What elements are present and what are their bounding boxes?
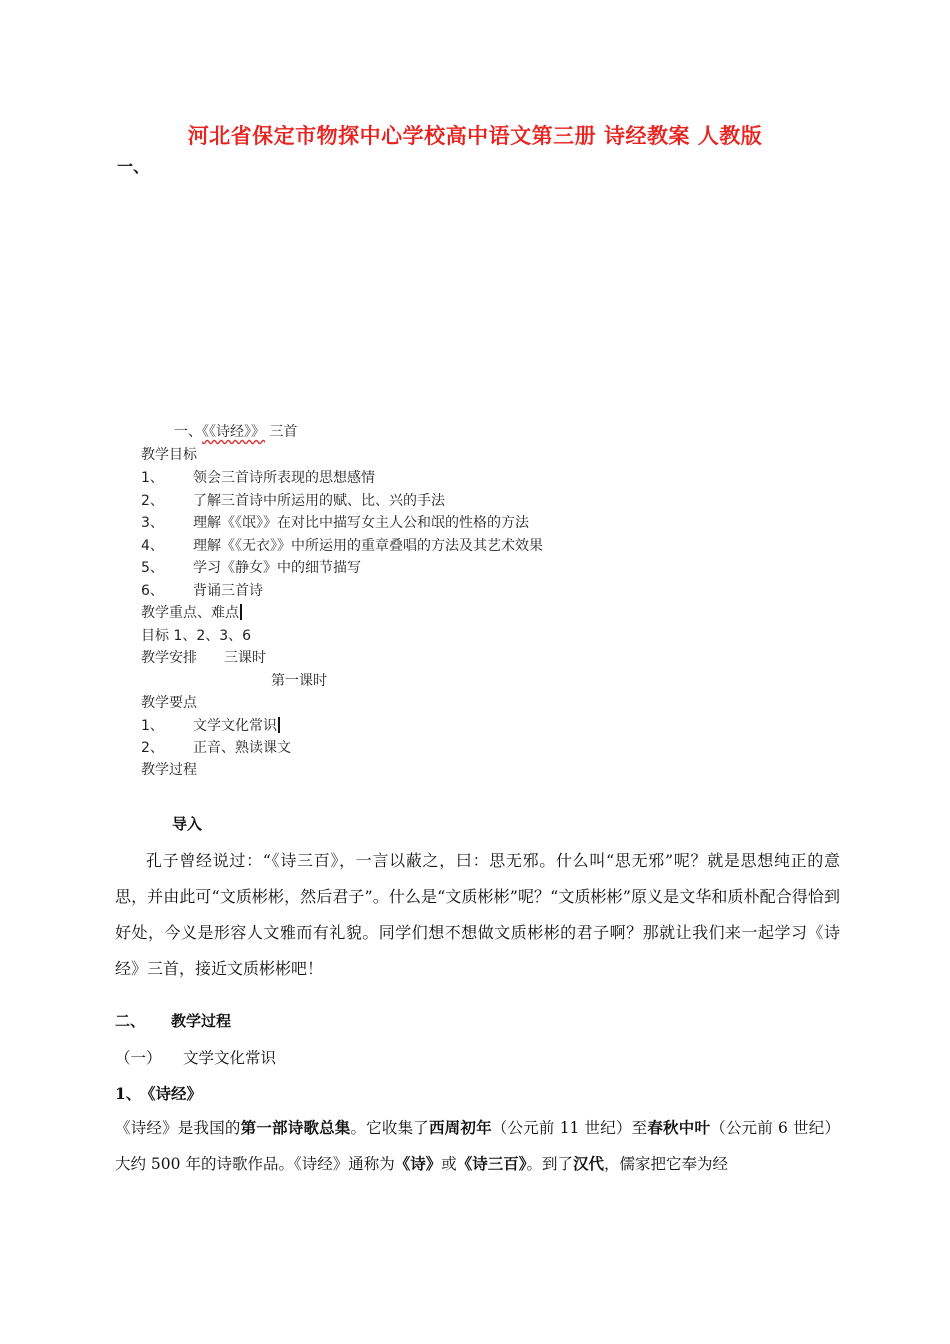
shijing-b4: 《诗》 — [394, 1154, 442, 1173]
shijing-s5: 或 — [441, 1155, 457, 1173]
shijing-s7: ，儒家把它奉为经 — [604, 1155, 729, 1173]
section-one-marker: 一、 — [117, 157, 150, 176]
item-one-label: 《诗经》 — [140, 1084, 203, 1103]
shijing-s3: （公元前 11 世纪）至 — [491, 1119, 648, 1137]
subsection-num: （一） — [115, 1049, 162, 1067]
shijing-b5: 《诗三百》 — [456, 1154, 527, 1173]
shijing-s1: 《诗经》是我国的 — [115, 1119, 241, 1137]
text-caret — [278, 717, 280, 733]
goals-label: 教学目标 — [141, 447, 197, 463]
points-label: 教学要点 — [141, 695, 197, 711]
intro-paragraph: 孔子曾经说过：“《诗三百》，一言以蔽之，曰：思无邪。什么叫“思无邪”呢？就是思想纯正的意思，并由此可“文质彬彬，然后君子”。什么是“文质彬彬”呢？“文质彬彬”原义是文华和质朴配合得恰到好处，今义是形容人文雅而有礼貌。同学们想不想做文质彬彬的君子啊？那就让我们来一起学习《诗经》三首，接近文质彬彬吧！ — [115, 851, 840, 978]
outline-heading-suffix: 三首 — [265, 424, 298, 440]
schedule-value: 三课时 — [224, 650, 266, 666]
point-num-1: 1、 — [141, 718, 164, 734]
shijing-s6: 。到了 — [526, 1155, 574, 1173]
section-two-num: 二、 — [115, 1012, 146, 1030]
goal-num-6: 6、 — [141, 583, 164, 599]
goal-text-3: 理解《《氓》》在对比中描写女主人公和氓的性格的方法 — [193, 515, 529, 531]
lesson-title: 第一课时 — [271, 673, 327, 689]
outline-heading-book: 《《诗经》》 — [202, 424, 265, 440]
goal-text-6: 背诵三首诗 — [193, 583, 263, 599]
shijing-b1: 第一部诗歌总集 — [240, 1118, 351, 1137]
point-text-2: 正音、熟读课文 — [193, 740, 291, 756]
focus-label: 教学重点、难点 — [141, 605, 239, 621]
shijing-s4: （公元前 6 世纪）大约 500 年的诗歌作品。《诗经》通称为 — [115, 1119, 840, 1173]
point-text-1: 文学文化常识 — [193, 718, 277, 734]
schedule-label: 教学安排 — [141, 650, 197, 666]
focus-label-row — [141, 602, 242, 622]
goal-text-2: 了解三首诗中所运用的赋、比、兴的手法 — [193, 493, 445, 509]
document-title: 河北省保定市物探中心学校高中语文第三册 诗经教案 人教版 — [187, 124, 763, 148]
focus-value: 目标 1、2、3、6 — [141, 628, 252, 644]
shijing-b3: 春秋中叶 — [647, 1118, 711, 1137]
shijing-b6: 汉代 — [573, 1154, 605, 1173]
section-two-label: 教学过程 — [171, 1012, 232, 1030]
item-one-num: 1、 — [115, 1084, 142, 1103]
text-caret — [240, 604, 242, 620]
goal-num-5: 5、 — [141, 560, 164, 576]
point-text-1-row — [193, 715, 280, 735]
process-label: 教学过程 — [141, 762, 197, 778]
subsection-label: 文学文化常识 — [183, 1049, 277, 1067]
goal-num-4: 4、 — [141, 538, 164, 554]
intro-heading: 导入 — [172, 815, 203, 833]
goal-text-5: 学习《静女》中的细节描写 — [193, 560, 361, 576]
outline-heading — [174, 421, 297, 441]
shijing-s2: 。它收集了 — [350, 1119, 429, 1137]
shijing-b2: 西周初年 — [428, 1118, 492, 1137]
outline-heading-prefix: 一、 — [174, 424, 202, 440]
goal-num-1: 1、 — [141, 470, 164, 486]
goal-num-3: 3、 — [141, 515, 164, 531]
shijing-paragraph — [115, 1110, 840, 1182]
goal-text-1: 领会三首诗所表现的思想感情 — [193, 470, 375, 486]
goal-text-4: 理解《《无衣》》中所运用的重章叠唱的方法及其艺术效果 — [193, 538, 543, 554]
goal-num-2: 2、 — [141, 493, 164, 509]
point-num-2: 2、 — [141, 740, 164, 756]
